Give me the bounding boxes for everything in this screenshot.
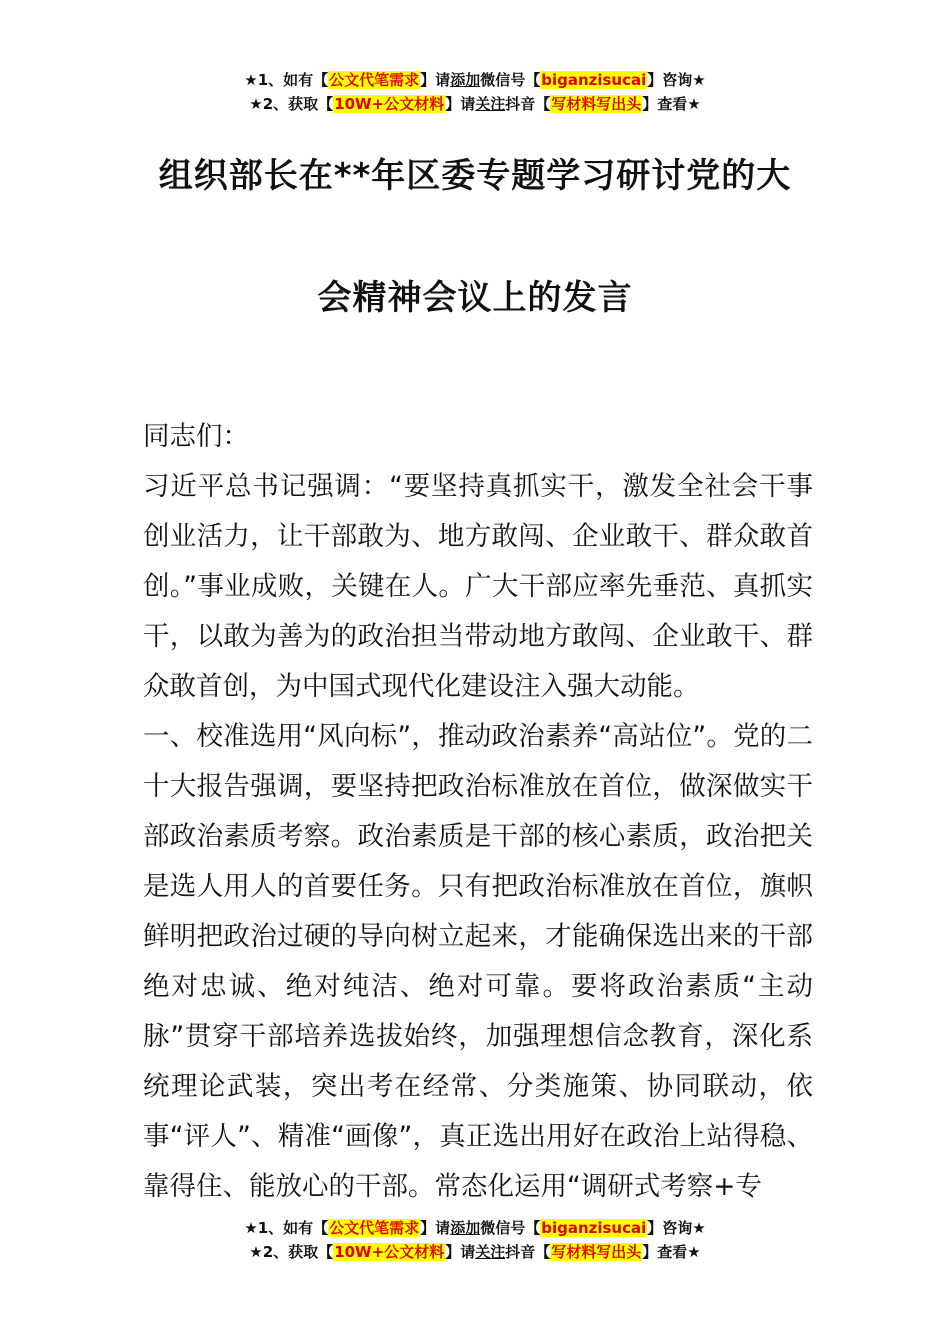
banner-douyin-id: 写材料写出头 <box>551 95 642 113</box>
header-ad-banner <box>0 68 950 116</box>
banner-emphasis: 关注 <box>475 1243 506 1261</box>
banner-text: 微信号【 <box>480 1219 541 1237</box>
banner-text: 】请 <box>420 71 451 89</box>
banner-text: 】咨询★ <box>647 1219 706 1237</box>
banner-line-1 <box>0 1216 950 1240</box>
banner-line-1 <box>0 68 950 92</box>
banner-text: 微信号【 <box>480 71 541 89</box>
banner-highlight: 10W+公文材料 <box>334 1243 445 1261</box>
banner-text: ★2、获取【 <box>249 1243 334 1261</box>
banner-text: ★2、获取【 <box>249 95 334 113</box>
banner-text: 】请 <box>420 1219 451 1237</box>
document-body <box>143 412 813 1212</box>
salutation: 同志们： <box>143 421 249 452</box>
banner-emphasis: 添加 <box>450 1219 481 1237</box>
banner-emphasis: 添加 <box>450 71 481 89</box>
banner-wechat-id: biganzisucai <box>541 71 647 89</box>
banner-text: ★1、如有【 <box>244 1219 329 1237</box>
banner-douyin-id: 写材料写出头 <box>551 1243 642 1261</box>
banner-highlight: 公文代笔需求 <box>329 71 420 89</box>
footer-ad-banner <box>0 1216 950 1264</box>
banner-text: ★1、如有【 <box>244 71 329 89</box>
banner-text: 抖音【 <box>505 95 551 113</box>
banner-line-2 <box>0 1240 950 1264</box>
body-paragraph: 一、校准选用“风向标”，推动政治素养“高站位”。党的二十大报告强调，要坚持把政治标准放在首位，做深做实干部政治素质考察。政治素质是干部的核心素质，政治把关是选人用人的首要任务。只有把政治标准放在首位，旗帜鲜明把政治过硬的导向树立起来，才能确保选出来的干部绝对忠诚、绝对纯洁、绝对可靠。要将政治素质“主动脉”贯穿干部培养选拔始终，加强理想信念教育，深化系统理论武装，突出考在经常、分类施策、协同联动，依事“评人”、精准“画像”，真正选出用好在政治上站得稳、靠得住、能放心的干部。常态化运用“调研式考察+专 <box>143 721 813 1202</box>
banner-text: 】请 <box>445 95 476 113</box>
banner-emphasis: 关注 <box>475 95 506 113</box>
document-title-line-2: 会精神会议上的发言 <box>317 278 633 318</box>
body-paragraph: 习近平总书记强调：“要坚持真抓实干，激发全社会干事创业活力，让干部敢为、地方敢闯、企业敢干、群众敢首创。”事业成败，关键在人。广大干部应率先垂范、真抓实干，以敢为善为的政治担当带动地方敢闯、企业敢干、群众敢首创，为中国式现代化建设注入强大动能。 <box>143 471 813 702</box>
banner-wechat-id: biganzisucai <box>541 1219 647 1237</box>
banner-highlight: 10W+公文材料 <box>334 95 445 113</box>
banner-text: 】查看★ <box>642 95 701 113</box>
banner-text: 】查看★ <box>642 1243 701 1261</box>
banner-text: 】咨询★ <box>647 71 706 89</box>
banner-text: 抖音【 <box>505 1243 551 1261</box>
banner-text: 】请 <box>445 1243 476 1261</box>
banner-highlight: 公文代笔需求 <box>329 1219 420 1237</box>
document-title-line-1: 组织部长在**年区委专题学习研讨党的大 <box>158 156 792 196</box>
banner-line-2 <box>0 92 950 116</box>
